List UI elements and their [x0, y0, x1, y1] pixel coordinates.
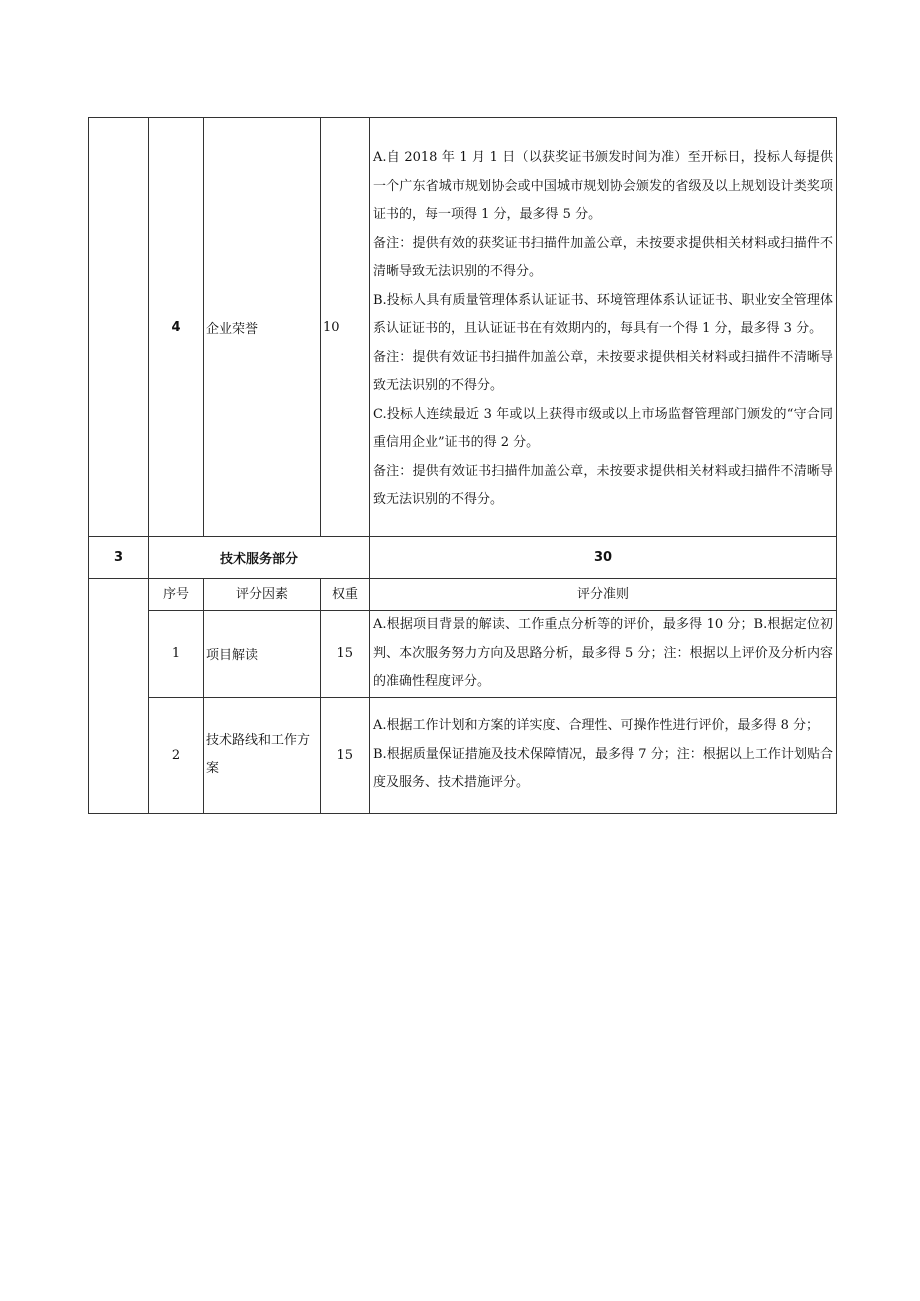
criteria-text: A.根据项目背景的解读、工作重点分析等的评价，最多得 10 分；B.根据定位初判、本次服务努力方向及思路分析，最多得 5 分；注：根据以上评价及分析内容的准确性程度评分。: [373, 617, 833, 689]
table-row: [89, 697, 837, 813]
row-no: 1: [149, 611, 204, 698]
criteria-text-b: B.根据质量保证措施及技术保障情况，最多得 7 分；注：根据以上工作计划贴合度及服务、技术措施评分。: [373, 746, 833, 791]
outer-number-cell-empty: [89, 118, 149, 537]
row-factor: 技术路线和工作方案: [204, 697, 321, 813]
criteria-c-note: 备注：提供有效证书扫描件加盖公章，未按要求提供相关材料或扫描件不清晰导致无法识别的不得分。: [373, 463, 833, 507]
row-weight: 15: [321, 697, 370, 813]
criteria-b-note: 备注：提供有效证书扫描件加盖公章，未按要求提供相关材料或扫描件不清晰导致无法识别的不得分。: [373, 349, 833, 393]
header-weight: 权重: [321, 579, 370, 611]
section-title: 技术服务部分: [149, 537, 370, 579]
header-factor: 评分因素: [204, 579, 321, 611]
row-criteria: [370, 697, 837, 813]
criteria-text-a: A.根据工作计划和方案的详实度、合理性、可操作性进行评价，最多得 8 分；: [373, 718, 820, 734]
criteria-a-note: 备注：提供有效的获奖证书扫描件加盖公章，未按要求提供相关材料或扫描件不清晰导致无法识别的不得分。: [373, 235, 833, 279]
item-criteria: [370, 118, 837, 537]
row-weight: 15: [321, 611, 370, 698]
row-criteria: [370, 611, 837, 698]
criteria-b: B.投标人具有质量管理体系认证证书、环境管理体系认证证书、职业安全管理体系认证证书的，且认证证书在有效期内的，每具有一个得 1 分，最多得 3 分。: [373, 292, 833, 336]
header-no: 序号: [149, 579, 204, 611]
row-technical-section-title: [89, 537, 837, 579]
item-weight: 10: [321, 118, 370, 537]
criteria-c: C.投标人连续最近 3 年或以上获得市级或以上市场监督管理部门颁发的“守合同重信用企业”证书的得 2 分。: [373, 406, 833, 450]
section-number: 3: [89, 537, 149, 579]
row-enterprise-honor: [89, 118, 837, 537]
table-row: [89, 611, 837, 698]
item-factor: 企业荣誉: [204, 118, 321, 537]
row-factor: 项目解读: [204, 611, 321, 698]
row-no: 2: [149, 697, 204, 813]
header-criteria: 评分准则: [370, 579, 837, 611]
outer-cell-empty: [89, 579, 149, 814]
row-technical-header: [89, 579, 837, 611]
section-score: 30: [370, 537, 837, 579]
scoring-table: [88, 117, 837, 814]
item-number: 4: [149, 118, 204, 537]
criteria-a: A.自 2018 年 1 月 1 日（以获奖证书颁发时间为准）至开标日，投标人每提供一个广东省城市规划协会或中国城市规划协会颁发的省级及以上规划设计类奖项证书的，每一项得 1 分，最多得 5 分。: [373, 150, 833, 222]
